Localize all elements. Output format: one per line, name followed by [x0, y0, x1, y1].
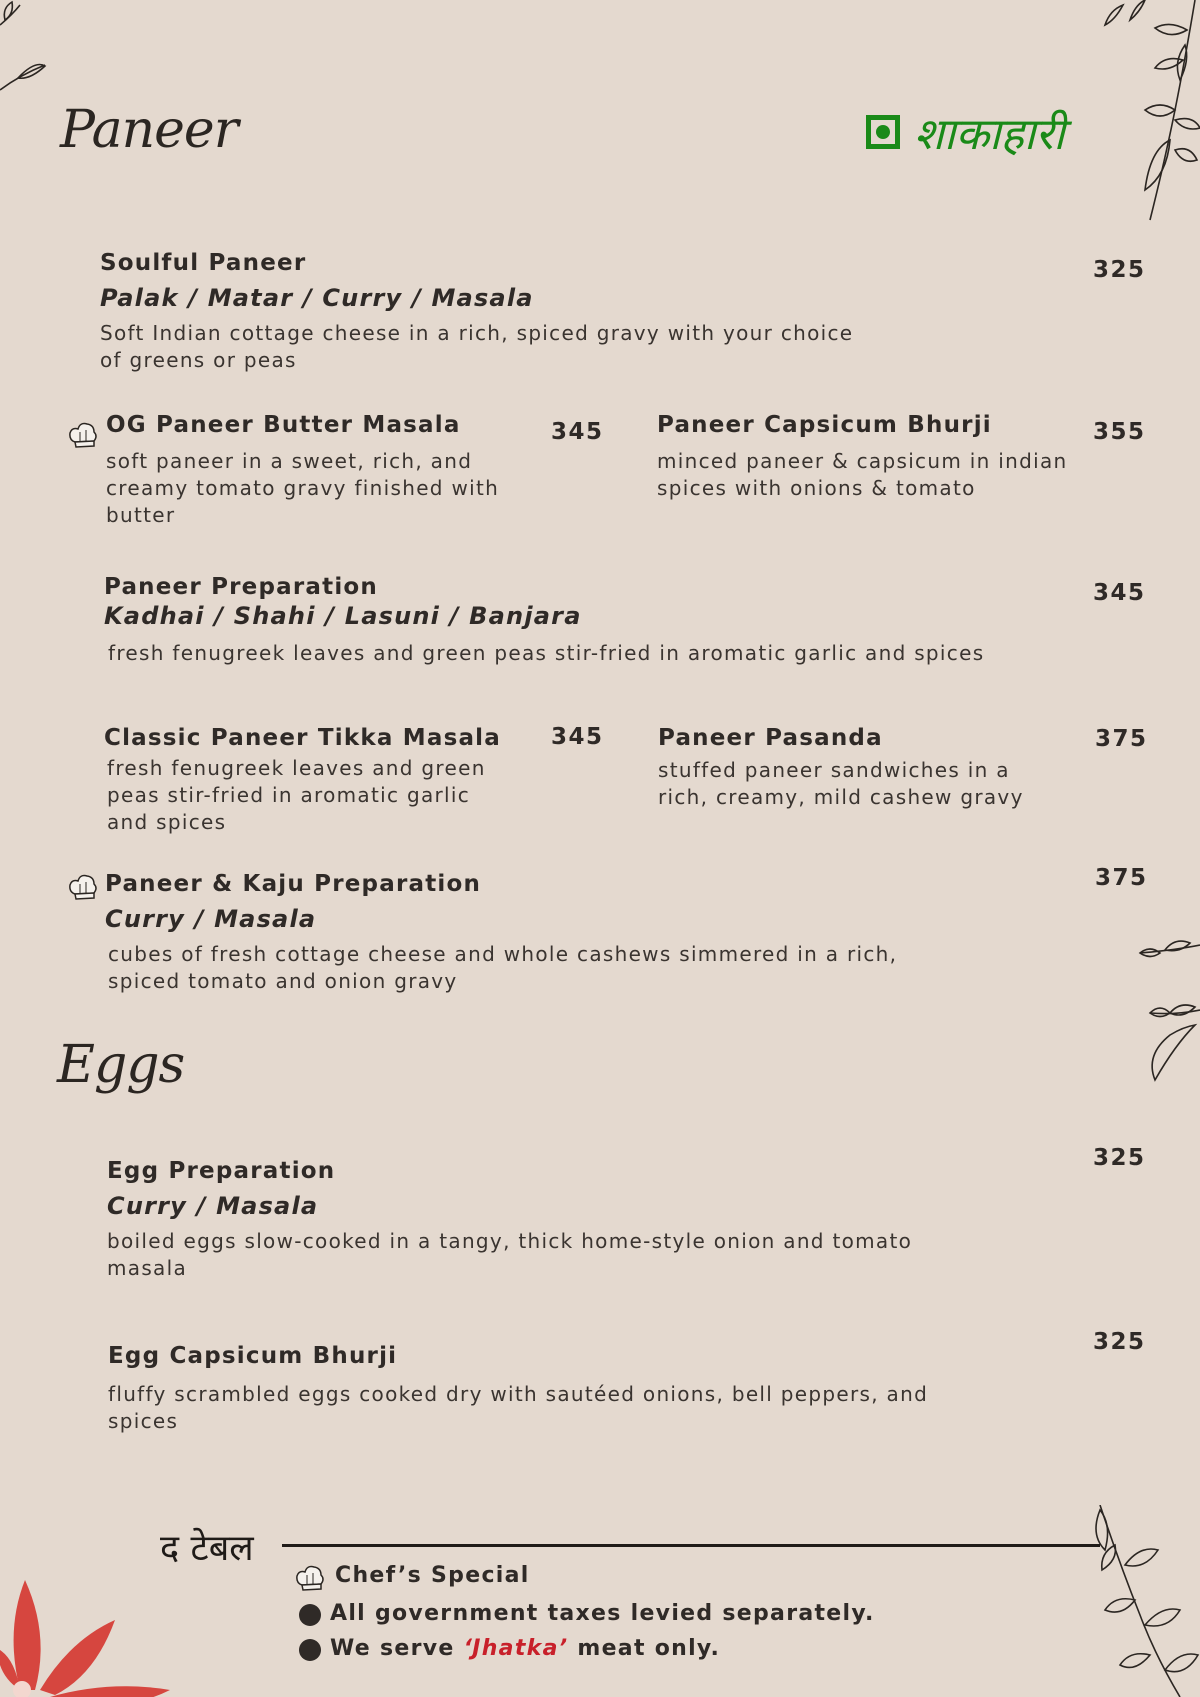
leaf-branch-icon [1135, 935, 1200, 1090]
item-price: 375 [1095, 865, 1148, 891]
jhatka-note [330, 1636, 720, 1661]
item-price: 325 [1093, 1145, 1146, 1171]
item-desc-line: spices with onions & tomato [657, 476, 976, 500]
item-price: 375 [1095, 726, 1148, 752]
item-desc-line: creamy tomato gravy finished with [106, 476, 500, 500]
menu-item-paneer-capsicum-bhurji [657, 412, 1097, 502]
item-desc-line: minced paneer & capsicum in indian [657, 449, 1068, 473]
item-desc-line: masala [107, 1256, 188, 1280]
veg-symbol-icon [866, 115, 900, 149]
item-description [657, 448, 1097, 502]
menu-item-paneer-pasanda [658, 725, 1078, 811]
chef-hat-icon [294, 1563, 326, 1593]
menu-item-classic-paneer-tikka-masala [104, 725, 544, 836]
item-variants: Curry / Masala [105, 905, 317, 933]
item-variants: Palak / Matar / Curry / Masala [100, 284, 534, 312]
jhatka-note-post: meat only. [568, 1636, 721, 1661]
item-desc-line: rich, creamy, mild cashew gravy [658, 785, 1024, 809]
veg-badge [866, 102, 1065, 162]
item-desc-line: fluffy scrambled eggs cooked dry with sautéed onions, bell peppers, and [108, 1382, 929, 1406]
item-name: Classic Paneer Tikka Masala [104, 725, 501, 751]
menu-item-egg-preparation [107, 1158, 1007, 1282]
flower-icon [0, 1540, 175, 1697]
chef-special-legend: Chef’s Special [335, 1563, 530, 1588]
menu-item-og-paneer-butter-masala [106, 412, 526, 529]
footer-brand: द टेबल [160, 1528, 254, 1569]
item-name: Paneer Capsicum Bhurji [657, 412, 992, 438]
item-price: 345 [551, 724, 604, 750]
item-desc-line: and spices [107, 810, 227, 834]
item-desc-line: soft paneer in a sweet, rich, and [106, 449, 473, 473]
item-description [105, 941, 1005, 995]
item-name: Paneer Preparation [104, 574, 378, 600]
footer-divider [282, 1544, 1100, 1547]
item-description [658, 757, 1078, 811]
item-variants: Curry / Masala [107, 1192, 319, 1220]
item-price: 325 [1093, 1329, 1146, 1355]
item-desc-line: spices [108, 1409, 179, 1433]
item-price: 345 [1093, 580, 1146, 606]
item-name: Paneer & Kaju Preparation [105, 871, 482, 897]
item-desc-line: Soft Indian cottage cheese in a rich, spiced gravy with your choice [100, 321, 854, 345]
item-price: 355 [1093, 419, 1146, 445]
menu-item-egg-capsicum-bhurji [108, 1343, 1008, 1435]
item-price: 345 [551, 419, 604, 445]
item-price: 325 [1093, 257, 1146, 283]
item-name: OG Paneer Butter Masala [106, 412, 461, 438]
item-desc-line: butter [106, 503, 176, 527]
menu-item-soulful-paneer [100, 250, 1020, 374]
item-variants: Kadhai / Shahi / Lasuni / Banjara [104, 602, 582, 630]
bullet-icon [299, 1604, 321, 1626]
item-name: Egg Preparation [107, 1158, 336, 1184]
section-title-paneer: Paneer [60, 100, 238, 160]
menu-item-paneer-kaju-preparation [105, 871, 1005, 995]
item-desc-line: of greens or peas [100, 348, 297, 372]
item-description [108, 1381, 1008, 1435]
item-description [106, 448, 526, 529]
item-name: Soulful Paneer [100, 250, 307, 276]
item-desc-line: peas stir-fried in aromatic garlic [107, 783, 471, 807]
chef-hat-icon [67, 872, 99, 902]
leaf-branch-icon [1075, 0, 1200, 225]
item-desc-line: stuffed paneer sandwiches in a [658, 758, 1010, 782]
leaf-branch-icon [0, 0, 60, 100]
taxes-note: All government taxes levied separately. [330, 1601, 875, 1626]
jhatka-word: ‘Jhatka’ [463, 1636, 569, 1661]
chef-hat-icon [67, 420, 99, 450]
leaf-branch-icon [1080, 1505, 1200, 1697]
section-title-eggs: Eggs [57, 1035, 185, 1095]
item-desc-line: fresh fenugreek leaves and green [107, 756, 486, 780]
item-description [104, 755, 544, 836]
item-name: Paneer Pasanda [658, 725, 883, 751]
item-name: Egg Capsicum Bhurji [108, 1343, 398, 1369]
bullet-icon [299, 1639, 321, 1661]
item-desc-line: boiled eggs slow-cooked in a tangy, thick home-style onion and tomato [107, 1229, 913, 1253]
item-description [100, 320, 1020, 374]
menu-item-paneer-preparation [104, 574, 1064, 667]
veg-label: शाकाहारी [914, 109, 1065, 160]
item-description [107, 1228, 1007, 1282]
item-desc-line: spiced tomato and onion gravy [108, 969, 458, 993]
jhatka-note-pre: We serve [330, 1636, 464, 1661]
item-desc-line: cubes of fresh cottage cheese and whole cashews simmered in a rich, [108, 942, 898, 966]
item-description: fresh fenugreek leaves and green peas stir-fried in aromatic garlic and spices [108, 641, 985, 665]
